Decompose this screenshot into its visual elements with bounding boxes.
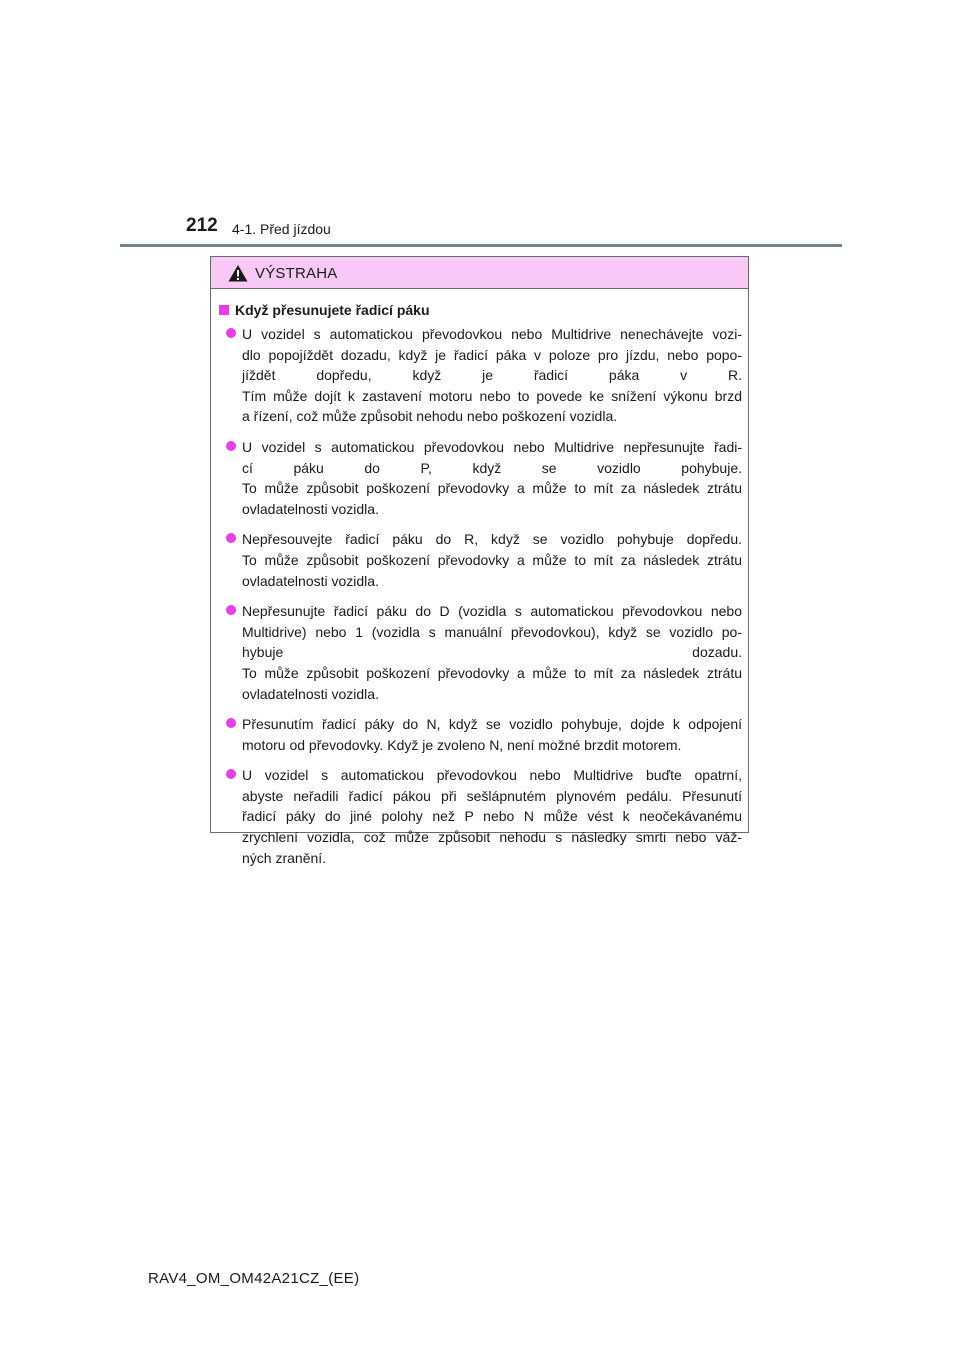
text-line: dlo popojíždět dozadu, když je řadicí páka v poloze pro jízdu, nebo popo- [242, 346, 742, 363]
text-line: U vozidel s automatickou převodovkou nebo Multidrive buďte opatrní, [242, 767, 742, 784]
warning-bullet-list [217, 324, 742, 868]
warning-header [211, 257, 748, 289]
text-line: To může způsobit poškození převodovky a může to mít za následek ztrátu [242, 480, 742, 497]
circle-bullet-icon [226, 441, 236, 451]
page-number: 212 [186, 215, 218, 236]
text-line: To může způsobit poškození převodovky a může to mít za následek ztrátu [242, 664, 742, 681]
circle-bullet-icon [226, 328, 236, 338]
text-line: To může způsobit poškození převodovky a může to mít za následek ztrátu [242, 551, 742, 568]
list-item [217, 437, 742, 519]
warning-subheading [217, 302, 742, 318]
text-line: Nepřesouvejte řadicí páku do R, když se vozidlo pohybuje dopředu. [242, 531, 742, 548]
text-line: ovladatelnosti vozidla. [242, 685, 379, 702]
text-line: Tím může dojít k zastavení motoru nebo to povede ke snížení výkonu brzd [242, 387, 742, 404]
section-title: 4-1. Před jízdou [232, 221, 331, 237]
warning-subheading-text: Když přesunujete řadicí páku [235, 302, 430, 318]
list-item [217, 601, 742, 704]
warning-label: VÝSTRAHA [255, 265, 338, 282]
circle-bullet-icon [226, 533, 236, 543]
circle-bullet-icon [226, 769, 236, 779]
document-code: RAV4_OM_OM42A21CZ_(EE) [148, 1270, 360, 1287]
text-line: U vozidel s automatickou převodovkou nebo Multidrive nenechávejte vozi- [242, 326, 742, 342]
text-line: motoru od převodovky. Když je zvoleno N, není možné brzdit motorem. [242, 736, 682, 753]
text-line: Přesunutím řadicí páky do N, když se vozidlo pohybuje, dojde k odpojení [242, 716, 742, 733]
list-item [217, 324, 742, 427]
text-line: ných zranění. [242, 849, 327, 866]
text-line: Multidrive) nebo 1 (vozidla s manuální převodovkou), když se vozidlo po- [242, 623, 742, 640]
square-bullet-icon [219, 305, 229, 315]
circle-bullet-icon [226, 718, 236, 728]
text-line: řadicí páky do jiné polohy než P nebo N může vést k neočekávanému [242, 808, 742, 825]
text-line: ovladatelnosti vozidla. [242, 500, 379, 517]
text-line: hybuje dozadu. [242, 644, 742, 661]
text-line: abyste neřadili řadicí pákou při sešlápnutém plynovém pedálu. Přesunutí [242, 787, 742, 804]
warning-body [211, 289, 748, 868]
text-line: ovladatelnosti vozidla. [242, 572, 379, 589]
text-line: U vozidel s automatickou převodovkou nebo Multidrive nepřesunujte řadi- [242, 438, 742, 455]
list-item [217, 765, 742, 868]
list-item [217, 714, 742, 755]
warning-box [210, 256, 749, 866]
list-item [217, 529, 742, 591]
warning-triangle-icon [228, 264, 248, 282]
text-line: cí páku do P, když se vozidlo pohybuje. [242, 459, 742, 476]
text-line: Nepřesunujte řadicí páku do D (vozidla s automatickou převodovkou nebo [242, 603, 742, 620]
circle-bullet-icon [226, 605, 236, 615]
header-divider [120, 244, 842, 247]
text-line: jíždět dopředu, když je řadicí páka v R. [242, 367, 742, 384]
text-line: zrychlení vozidla, což může způsobit nehodu s následky smrti nebo váž- [242, 829, 742, 846]
text-line: a řízení, což může způsobit nehodu nebo poškození vozidla. [242, 408, 618, 425]
